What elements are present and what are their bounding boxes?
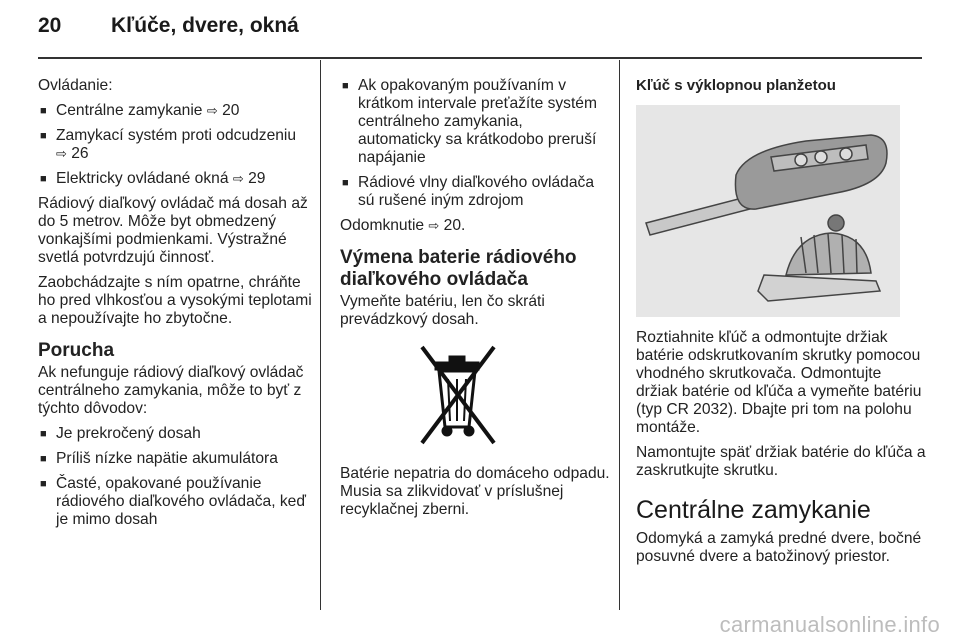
bullet-icon: ■	[342, 177, 349, 189]
column-divider	[619, 60, 620, 610]
arrow-ref-icon: ⇨	[232, 171, 244, 186]
controls-list	[38, 102, 313, 188]
fault-heading: Porucha	[38, 340, 115, 361]
key-heading: Kľúč s výklopnou planžetou	[636, 77, 836, 94]
bullet-icon: ■	[40, 130, 47, 142]
list-item: ■ Elektricky ovládané okná ⇨ 29	[40, 170, 266, 187]
central-locking-heading: Centrálne zamykanie	[636, 496, 871, 524]
overload-list	[340, 77, 610, 210]
page-ref-link[interactable]: 26	[71, 145, 89, 162]
arrow-ref-icon: ⇨	[56, 146, 67, 161]
disposal-paragraph: Batérie nepatria do domáceho odpadu. Musia sa zlikvidovať v príslušnej recyklačnej zberni.	[340, 465, 610, 518]
page-ref-link[interactable]: 29	[248, 170, 266, 187]
bullet-icon: ■	[40, 453, 47, 465]
header-rule	[38, 57, 922, 59]
fault-list	[38, 425, 313, 529]
page-ref-link[interactable]: 20	[222, 102, 240, 119]
page-header	[38, 14, 299, 38]
list-item: ■ Je prekročený dosah	[40, 425, 201, 442]
arrow-ref-icon: ⇨	[428, 218, 440, 233]
arrow-ref-icon: ⇨	[206, 103, 218, 118]
column-divider	[320, 60, 321, 610]
column-3	[636, 77, 926, 573]
instruction-paragraph-2: Namontujte späť držiak batérie do kľúča a zaskrutkujte skrutku.	[636, 444, 926, 479]
unlock-paragraph: Odomknutie ⇨ 20.	[340, 217, 466, 234]
battery-heading: Výmena baterie rádiového diaľkového ovládača	[340, 247, 577, 290]
bullet-icon: ■	[342, 80, 349, 92]
crossed-bin-icon	[412, 339, 502, 449]
list-item: ■ Centrálne zamykanie ⇨ 20	[40, 102, 240, 119]
fault-intro: Ak nefunguje rádiový diaľkový ovládač centrálneho zamykania, môže to byť z týchto dôvodov:	[38, 364, 304, 417]
page-title: Kľúče, dvere, okná	[111, 14, 299, 37]
list-item: ■ Časté, opakované používanie rádiového diaľkového ovládača, keď je mimo dosah	[40, 475, 306, 528]
battery-paragraph: Vymeňte batériu, len čo skráti prevádzkový dosah.	[340, 293, 545, 328]
bullet-icon: ■	[40, 173, 47, 185]
bullet-icon: ■	[40, 428, 47, 440]
bullet-icon: ■	[40, 105, 47, 117]
controls-label: Ovládanie:	[38, 77, 113, 94]
key-illustration	[636, 105, 900, 317]
watermark: carmanualsonline.info	[719, 612, 940, 637]
column-1	[38, 77, 313, 536]
list-item: ■ Rádiové vlny diaľkového ovládača sú rušené iným zdrojom	[342, 174, 595, 209]
column-2	[340, 77, 610, 526]
page-number: 20	[38, 14, 62, 37]
central-locking-paragraph: Odomyká a zamyká predné dvere, bočné posuvné dvere a batožinový priestor.	[636, 530, 922, 565]
list-item: ■ Zamykací systém proti odcudzeniu ⇨ 26	[40, 127, 297, 162]
list-item: ■ Príliš nízke napätie akumulátora	[40, 450, 278, 467]
care-paragraph: Zaobchádzajte s ním opatrne, chráňte ho pred vlhkosťou a vysokými teplotami a nepoužívajte ho zbytočne.	[38, 274, 312, 327]
range-paragraph: Rádiový diaľkový ovládač má dosah až do 5 metrov. Môže byt obmedzený vonkajšími podmienkami. Výstražné svetlá potvrdzujú činnosť.	[38, 195, 308, 266]
list-item: ■ Ak opakovaným používaním v krátkom intervale preťažíte systém centrálneho zamykania, automaticky sa krátkodobo preruší napájanie	[342, 77, 597, 166]
bullet-icon: ■	[40, 478, 47, 490]
instruction-paragraph-1: Roztiahnite kľúč a odmontujte držiak batérie odskrutkovaním skrutky pomocou vhodného skrutkovača. Odmontujte držiak batérie od kľúča a vymeňte batériu (typ CR 2032). Dbajte pri tom na polohu montáže.	[636, 329, 922, 436]
page-ref-link[interactable]: 20.	[443, 217, 466, 234]
